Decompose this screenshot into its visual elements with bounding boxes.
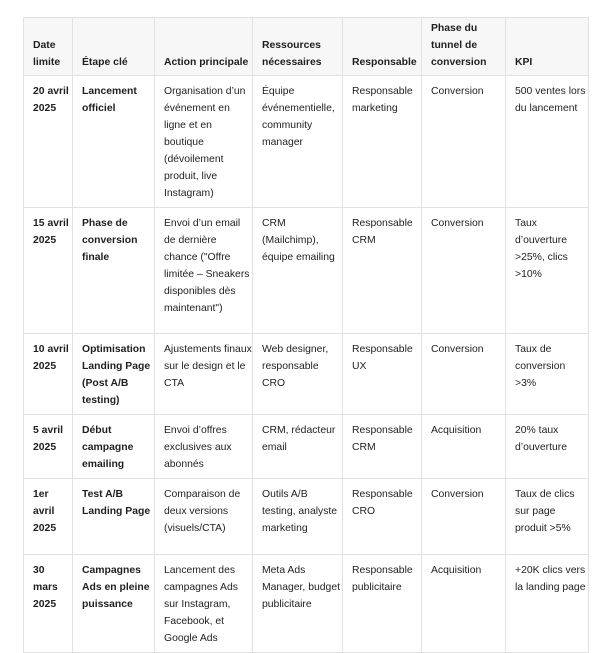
cell-ressources: Outils A/B testing, analyste marketing	[253, 479, 343, 555]
table-row	[24, 555, 589, 653]
cell-etape: Campagnes Ads en pleine puissance	[73, 555, 155, 653]
table-row	[24, 76, 589, 208]
cell-etape: Test A/B Landing Page	[73, 479, 155, 555]
table-row	[24, 479, 589, 555]
cell-phase: Acquisition	[422, 415, 506, 479]
cell-kpi: 20% taux d’ouverture	[506, 415, 589, 479]
cell-ressources: Équipe événementielle, community manager	[253, 76, 343, 208]
header-kpi: KPI	[506, 18, 589, 76]
cell-responsable: Responsable CRO	[343, 479, 422, 555]
cell-phase: Conversion	[422, 334, 506, 415]
cell-action: Envoi d’un email de dernière chance ("Offre limitée – Sneakers disponibles dès maintenant")	[155, 208, 253, 334]
header-etape-cle: Étape clé	[73, 18, 155, 76]
cell-date: 10 avril 2025	[24, 334, 73, 415]
cell-action: Envoi d’offres exclusives aux abonnés	[155, 415, 253, 479]
cell-ressources: Meta Ads Manager, budget publicitaire	[253, 555, 343, 653]
cell-date: 5 avril 2025	[24, 415, 73, 479]
table-row	[24, 208, 589, 334]
cell-phase: Conversion	[422, 76, 506, 208]
header-date-limite: Date limite	[24, 18, 73, 76]
cell-action: Ajustements finaux sur le design et le CTA	[155, 334, 253, 415]
cell-action: Comparaison de deux versions (visuels/CTA)	[155, 479, 253, 555]
cell-ressources: CRM, rédacteur email	[253, 415, 343, 479]
cell-kpi: Taux de conversion >3%	[506, 334, 589, 415]
milestone-table	[23, 17, 589, 653]
cell-date: 1er avril 2025	[24, 479, 73, 555]
cell-kpi: 500 ventes lors du lancement	[506, 76, 589, 208]
cell-etape: Début campagne emailing	[73, 415, 155, 479]
table-row	[24, 415, 589, 479]
cell-phase: Conversion	[422, 208, 506, 334]
table-header-row	[24, 18, 589, 76]
cell-date: 30 mars 2025	[24, 555, 73, 653]
cell-ressources: Web designer, responsable CRO	[253, 334, 343, 415]
cell-responsable: Responsable CRM	[343, 208, 422, 334]
header-responsable: Responsable	[343, 18, 422, 76]
milestone-table-container	[23, 17, 588, 653]
cell-etape: Optimisation Landing Page (Post A/B testing)	[73, 334, 155, 415]
cell-kpi: Taux de clics sur page produit >5%	[506, 479, 589, 555]
cell-ressources: CRM (Mailchimp), équipe emailing	[253, 208, 343, 334]
cell-responsable: Responsable publicitaire	[343, 555, 422, 653]
table-row	[24, 334, 589, 415]
header-ressources: Ressources nécessaires	[253, 18, 343, 76]
cell-date: 15 avril 2025	[24, 208, 73, 334]
header-phase-tunnel: Phase du tunnel de conversion	[422, 18, 506, 76]
cell-kpi: +20K clics vers la landing page	[506, 555, 589, 653]
cell-responsable: Responsable UX	[343, 334, 422, 415]
cell-responsable: Responsable CRM	[343, 415, 422, 479]
cell-phase: Acquisition	[422, 555, 506, 653]
cell-responsable: Responsable marketing	[343, 76, 422, 208]
cell-etape: Lancement officiel	[73, 76, 155, 208]
cell-action: Lancement des campagnes Ads sur Instagram, Facebook, et Google Ads	[155, 555, 253, 653]
cell-date: 20 avril 2025	[24, 76, 73, 208]
header-action-principale: Action principale	[155, 18, 253, 76]
cell-kpi: Taux d’ouverture >25%, clics >10%	[506, 208, 589, 334]
cell-phase: Conversion	[422, 479, 506, 555]
cell-etape: Phase de conversion finale	[73, 208, 155, 334]
cell-action: Organisation d’un événement en ligne et en boutique (dévoilement produit, live Instagram)	[155, 76, 253, 208]
